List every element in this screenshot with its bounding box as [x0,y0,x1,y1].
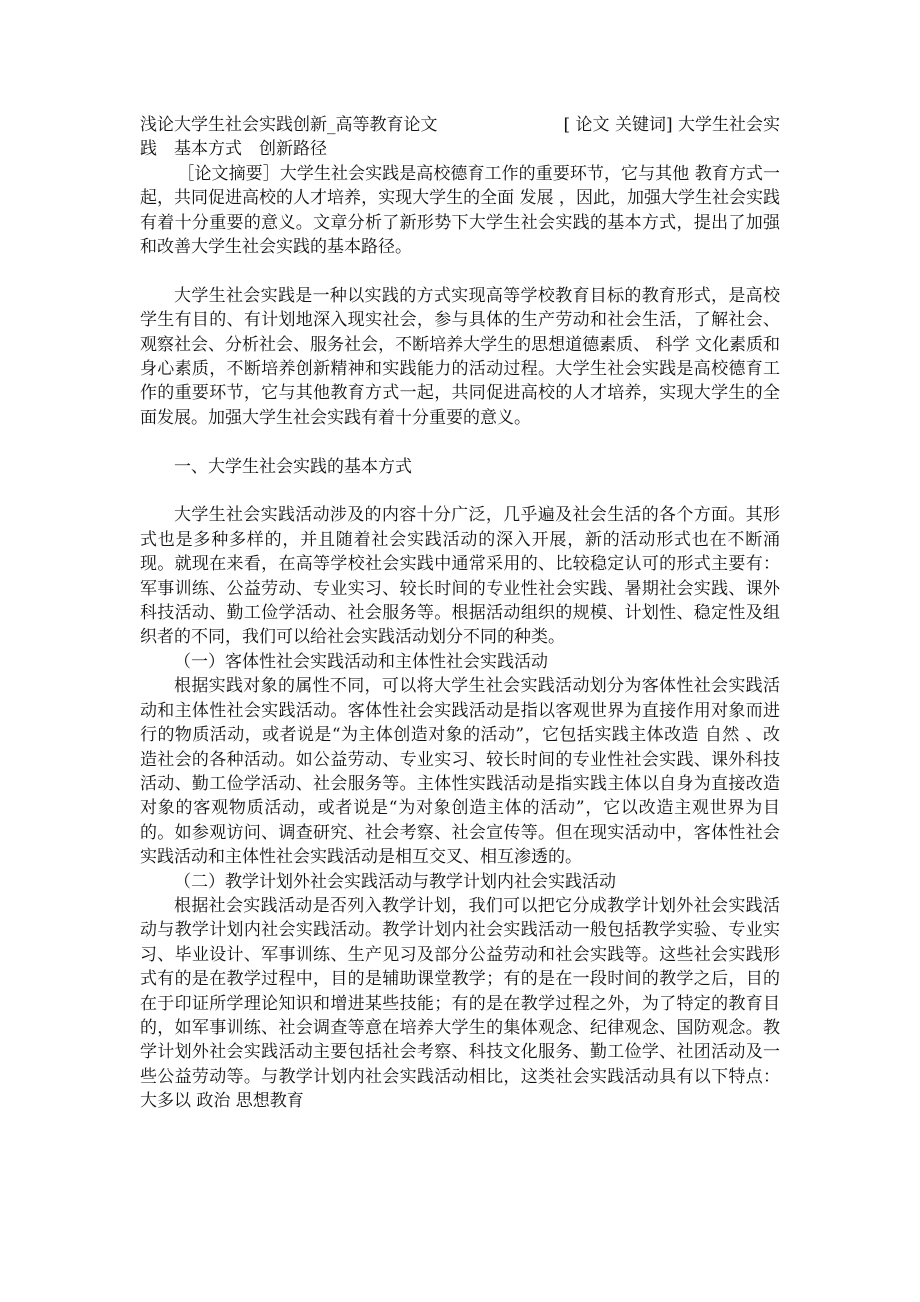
document-title: 浅论大学生社会实践创新_高等教育论文 [140,115,438,135]
subsection-2-heading: （二）教学计划外社会实践活动与教学计划内社会实践活动 [174,871,616,892]
subsection-2-paragraph: 根据社会实践活动是否列入教学计划，我们可以把它分成教学计划外社会实践活动与教学计划内社会实践活动。教学计划内社会实践活动一般包括教学实验、专业实习、毕业设计、军事训练、生产见习及部分公益劳动和社会实践等。这些社会实践形式有的是在教学过程中，目的是辅助课堂教学；有的是在一段时间的教学之后，目的在于印证所学理论知识和增进某些技能；有的是在教学过程之外，为了特定的教育目的，如军事训练、社会调查等意在培养大学生的集体观念、纪律观念、国防观念。教学计划外社会实践活动主要包括社会考察、科技文化服务、勤工俭学、社团活动及一些公益劳动等。与教学计划内社会实践活动相比，这类社会实践活动具有以下特点：大多以 政治 思想教育 [140,895,780,1112]
title-line [140,113,780,137]
keywords-end: 践 基本方式 创新路径 [140,139,327,160]
keywords-start: [ 论文 关键词] 大学生社会实 [563,115,780,135]
section-1-paragraph: 大学生社会实践活动涉及的内容十分广泛，几乎遍及社会生活的各个方面。其形式也是多种多样的，并且随着社会实践活动的深入开展，新的活动形式也在不断涌现。就现在来看，在高等学校社会实践中通常采用的、比较稳定认可的形式主要有：军事训练、公益劳动、专业实习、较长时间的专业性社会实践、暑期社会实践、课外科技活动、勤工俭学活动、社会服务等。根据活动组织的规模、计划性、稳定性及组织者的不同，我们可以给社会实践活动划分不同的种类。 [140,505,780,648]
section-1-heading: 一、大学生社会实践的基本方式 [174,456,412,477]
document-page [140,113,780,1114]
intro-paragraph: 大学生社会实践是一种以实践的方式实现高等学校教育目标的教育形式，是高校学生有目的、有计划地深入现实社会，参与具体的生产劳动和社会生活，了解社会、观察社会、分析社会、服务社会，不断培养大学生的思想道德素质、 科学 文化素质和身心素质，不断培养创新精神和实践能力的活动过程。大学生社会实践是高校德育工作的重要环节，它与其他教育方式一起，共同促进高校的人才培养，实现大学生的全面发展。加强大学生社会实践有着十分重要的意义。 [140,285,780,428]
spacer [140,259,780,283]
subsection-1-heading: （一）客体性社会实践活动和主体性社会实践活动 [174,651,548,672]
abstract-paragraph: ［论文摘要］大学生社会实践是高校德育工作的重要环节，它与其他 教育方式一起，共同促进高校的人才培养，实现大学生的全面 发展 ，因此，加强大学生社会实践有着十分重要的意义。文章分析了新形势下大学生社会实践的基本方式，提出了加强和改善大学生社会实践的基本路径。 [140,163,780,258]
spacer [140,479,780,503]
subsection-1-paragraph: 根据实践对象的属性不同，可以将大学生社会实践活动划分为客体性社会实践活动和主体性社会实践活动。客体性社会实践活动是指以客观世界为直接作用对象而进行的物质活动，或者说是“为主体创造对象的活动”，它包括实践主体改造 自然 、改造社会的各种活动。如公益劳动、专业实习、较长时间的专业性社会实践、课外科技活动、勤工俭学活动、社会服务等。主体性实践活动是指实践主体以自身为直接改造对象的客观物质活动，或者说是“为对象创造主体的活动”，它以改造主观世界为目的。如参观访问、调查研究、社会考察、社会宣传等。但在现实活动中，客体性社会实践活动和主体性社会实践活动是相互交叉、相互渗透的。 [140,676,780,868]
spacer [140,430,780,454]
